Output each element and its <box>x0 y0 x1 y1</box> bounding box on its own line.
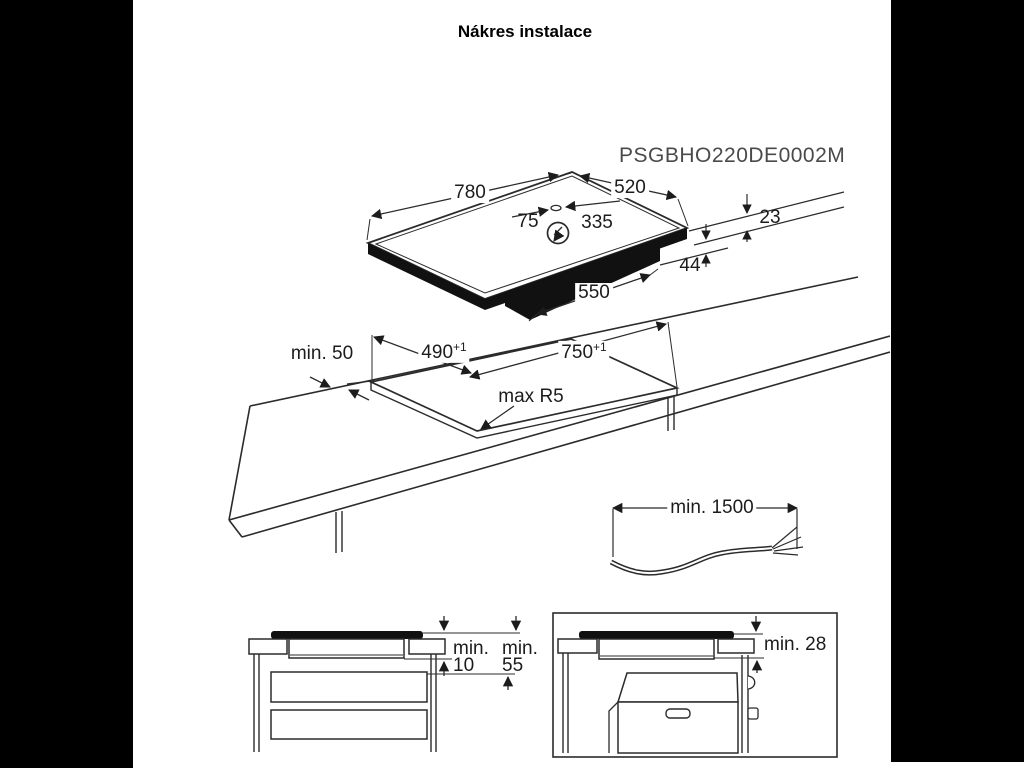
cutout-width-tolerance: +1 <box>593 339 607 354</box>
dim-side-clearance: min. 50 <box>290 343 354 365</box>
dim-cable-length: min. 1500 <box>667 498 756 518</box>
worktop-clearance-unit: min. <box>502 638 538 659</box>
dim-min50-arrows <box>310 377 369 400</box>
dim-worktop-clearance <box>502 640 538 674</box>
dim-maxr5-arrow <box>481 406 514 429</box>
drawer-clearance-unit: min. <box>453 638 489 659</box>
dim-hole-offset-left: 75 <box>517 211 539 233</box>
section-drawers <box>249 616 520 752</box>
model-number: PSGBHO220DE0002M <box>619 144 846 167</box>
letterbox-right <box>891 0 1024 762</box>
dim-hob-width: 780 <box>451 183 489 203</box>
dim-glass-height: 23 <box>759 207 781 229</box>
worktop-cutout <box>229 277 890 553</box>
letterbox-left <box>0 0 133 768</box>
dim-cutout-depth <box>418 341 469 363</box>
dim-hob-depth: 520 <box>611 178 649 198</box>
dim-corner-radius: max R5 <box>498 386 564 408</box>
dim-body-height: 44 <box>679 255 701 277</box>
dim-cutout-width <box>558 341 609 363</box>
dim-hole-offset-right: 335 <box>581 212 613 234</box>
drawer-clearance-value: 10 <box>453 655 475 676</box>
cutout-depth-tolerance: +1 <box>453 339 467 354</box>
dim-body-width: 550 <box>575 283 613 303</box>
cutout-depth-value: 490 <box>421 342 454 364</box>
dim-oven-clearance: min. 28 <box>764 634 827 655</box>
page-title: Nákres instalace <box>457 22 593 41</box>
worktop-clearance-value: 55 <box>502 655 524 676</box>
cutout-width-value: 750 <box>561 342 594 364</box>
dim-drawer-clearance <box>453 640 489 674</box>
